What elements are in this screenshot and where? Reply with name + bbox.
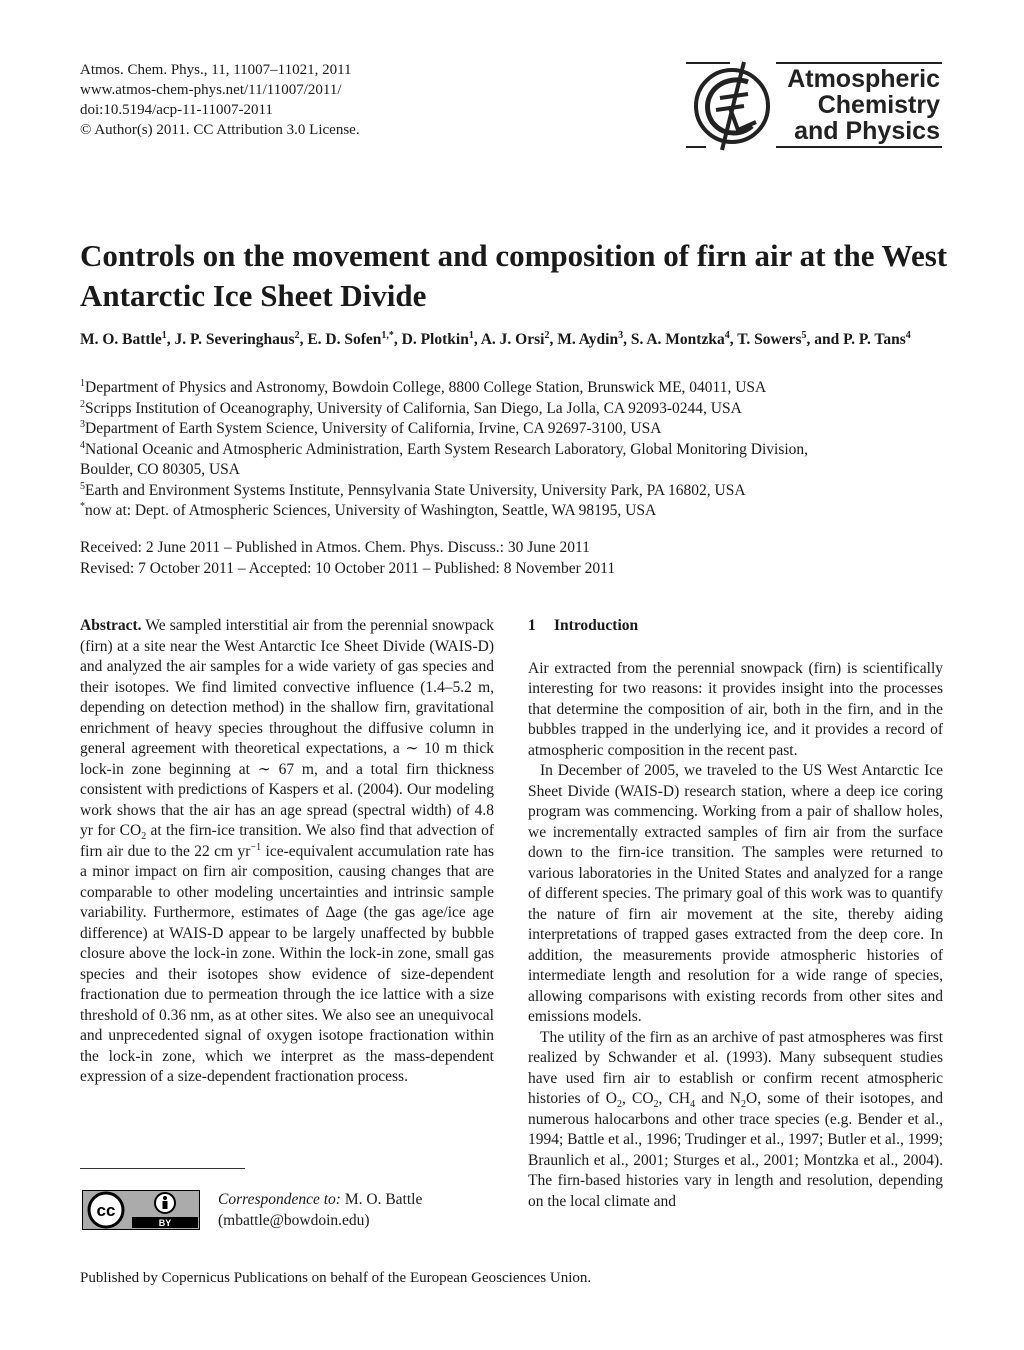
abstract-text: We sampled interstitial air from the perennial snowpack (firn) at a site near the West Antarctic Ice Sheet Divide (WAIS-D) and analyzed the air samples for a wide variety of gas species and their isotopes. We find limited convective influence (1.4–5.2 m, depending on detection method) in the shallow firn, gravitational enrichment of heavy species throughout the diffusive column in general agreement with theoretical expectations, a ∼ 10 m thick lock-in zone beginning at ∼ 67 m, and a total firn thickness consistent with predictions of Kaspers et al. (2004). Our modeling work shows that the air has an age spread (spectral width) of 4.8 yr for CO — [80, 617, 494, 839]
affiliation-text: now at: Dept. of Atmospheric Sciences, University of Washington, Seattle, WA 98195, USA — [85, 502, 657, 519]
introduction-column — [528, 616, 943, 1212]
subscript: 2 — [741, 1099, 747, 1111]
author-separator: , — [393, 331, 402, 348]
section-title: Introduction — [554, 617, 639, 634]
correspondence — [218, 1190, 518, 1231]
author-name: D. Plotkin — [401, 331, 469, 348]
paragraph-text: and N — [695, 1090, 742, 1107]
author-affiliation-mark: 4 — [724, 329, 730, 341]
author-name: M. Aydin — [557, 331, 619, 348]
revised-line: Revised: 7 October 2011 – Accepted: 10 October 2011 – Published: 8 November 2011 — [80, 559, 616, 577]
author-name: T. Sowers — [737, 331, 802, 348]
author-affiliation-mark: 2 — [294, 329, 300, 341]
paragraph-text: , CO — [621, 1090, 654, 1107]
affiliation-text: Department of Earth System Science, University of California, Irvine, CA 92697-3100, USA — [85, 420, 662, 437]
journal-name-line2: Chemistry — [817, 91, 940, 119]
by-badge-text: BY — [158, 1218, 172, 1228]
author-separator: , — [623, 331, 631, 348]
intro-paragraph-2: In December of 2005, we traveled to the US West Antarctic Ice Sheet Divide (WAIS-D) research station, where a deep ice coring program was commencing. Working from a pair of shallow holes, we incrementally extracted samples of firn air from the surface down to the firn-ice transition. The samples were returned to various laboratories in the United States and analyzed for a range of different species. The primary goal of this work was to quantify the nature of firn air movement at the site, thereby aiding interpretations of trapped gases extracted from the deep core. In addition, the measurements provide atmospheric histories of intermediate length and resolution for a wide range of species, allowing comparisons with existing records from other sites and emissions models. — [528, 762, 943, 1025]
paragraph-text: , CH — [658, 1090, 691, 1107]
affiliation — [80, 501, 960, 522]
correspondence-name: M. O. Battle — [340, 1191, 423, 1208]
author-separator: , — [166, 331, 175, 348]
author-name: S. A. Montzka — [630, 331, 725, 348]
subscript: 2 — [616, 1099, 622, 1111]
page-footer: Published by Copernicus Publications on behalf of the European Geosciences Union. — [80, 1270, 592, 1286]
author-separator: , and — [806, 331, 844, 348]
author-name: A. J. Orsi — [480, 331, 545, 348]
affiliation — [80, 481, 960, 502]
affiliation-text: Department of Physics and Astronomy, Bowdoin College, 8800 College Station, Brunswick ME, 04011, USA — [85, 379, 767, 396]
affiliation-mark: 5 — [80, 480, 85, 492]
affiliation-mark: 3 — [80, 418, 85, 430]
author-separator: , — [473, 331, 481, 348]
author-affiliation-mark: 4 — [905, 329, 911, 341]
egu-logo-icon — [686, 60, 778, 152]
affiliation — [80, 399, 960, 420]
cc-by-license-icon — [82, 1190, 200, 1230]
abstract-column — [80, 616, 494, 1088]
paragraph-text: O, some of their isotopes, and numerous halocarbons and other trace species (e.g. Bender et al., 1994; Battle et al., 1996; Trudinger et al., 1997; Butler et al., 1999; Braunlich et al., 2001; Sturges et al., 2001; Montzka et al., 2004). The firn-based histories vary in length and resolution, depending on the local climate and — [528, 1090, 944, 1210]
author-affiliation-mark: 1,* — [381, 329, 394, 341]
author-affiliation-mark: 3 — [618, 329, 624, 341]
footnote-rule — [80, 1168, 245, 1169]
author-name: P. P. Tans — [843, 331, 906, 348]
paragraph-text: The utility of the firn as an archive of past atmospheres was first realized by Schwander et al. (1993). Many subsequent studies have used firn air to establish or confirm recent atmospheric histories of O — [528, 1028, 943, 1107]
publication-dates — [80, 538, 960, 579]
affiliation-text: Earth and Environment Systems Institute, Pennsylvania State University, University Park, PA 16802, USA — [85, 481, 746, 499]
journal-name-line1: Atmospheric — [787, 65, 940, 93]
section-heading — [528, 616, 943, 637]
paper-title: Controls on the movement and composition of firn air at the West Antarctic Ice Sheet Divide — [80, 238, 948, 313]
intro-paragraph-1: Air extracted from the perennial snowpack (firn) is scientifically interesting for two reasons: it provides insight into the processes that determine the composition of air, both in the firn, and in the bubbles trapped in the underlying ice, and it provides a record of atmospheric composition in the recent past. — [528, 659, 943, 759]
author-name: M. O. Battle — [80, 331, 162, 348]
author-affiliation-mark: 1 — [161, 329, 167, 341]
author-name: J. P. Severinghaus — [174, 331, 295, 348]
subscript: 2 — [653, 1099, 659, 1111]
cc-badge-text: cc — [96, 1201, 116, 1220]
subscript: 2 — [141, 831, 147, 843]
author-affiliation-mark: 2 — [544, 329, 550, 341]
affiliation-mark: 1 — [80, 377, 85, 389]
author-separator: , — [549, 331, 558, 348]
license-line: © Author(s) 2011. CC Attribution 3.0 License. — [80, 122, 360, 138]
journal-logo — [686, 56, 942, 156]
correspondence-label: Correspondence to: — [218, 1191, 341, 1208]
author-name: E. D. Sofen — [307, 331, 382, 348]
abstract-label: Abstract. — [80, 617, 142, 634]
intro-paragraph-3 — [528, 1028, 943, 1213]
affiliation-mark: * — [80, 500, 85, 512]
received-line: Received: 2 June 2011 – Published in Atmos. Chem. Phys. Discuss.: 30 June 2011 — [80, 539, 590, 556]
citation-block — [80, 60, 360, 140]
doi-line: doi:10.5194/acp-11-11007-2011 — [80, 102, 273, 118]
author-affiliation-mark: 1 — [468, 329, 474, 341]
author-affiliation-mark: 5 — [801, 329, 807, 341]
author-separator: , — [729, 331, 738, 348]
affiliation-mark: 2 — [80, 398, 85, 410]
superscript: −1 — [250, 841, 262, 853]
affiliation-text: Boulder, CO 80305, USA — [80, 461, 240, 478]
url-line: www.atmos-chem-phys.net/11/11007/2011/ — [80, 82, 342, 98]
affiliation-list — [80, 378, 960, 522]
section-number: 1 — [528, 617, 536, 634]
abstract — [80, 616, 494, 1088]
correspondence-email[interactable]: (mbattle@bowdoin.edu) — [218, 1211, 370, 1229]
journal-name-line3: and Physics — [794, 117, 940, 145]
affiliation-text: National Oceanic and Atmospheric Administration, Earth System Research Laboratory, Global Monitoring Division, — [85, 440, 809, 458]
citation-line: Atmos. Chem. Phys., 11, 11007–11021, 2011 — [80, 62, 352, 78]
author-separator: , — [299, 331, 308, 348]
subscript: 4 — [690, 1099, 696, 1111]
abstract-text: ice-equivalent accumulation rate has a minor impact on firn air composition, causing changes that are comparable to other modeling uncertainties and intrinsic sample variability. Furthermore, estimates of Δage (the gas age/ice age difference) at WAIS-D appear to be largely unaffected by bubble closure above the lock-in zone. Within the lock-in zone, small gas species and their isotopes show evidence of size-dependent fractionation due to permeation through the ice lattice with a size threshold of 0.36 nm, as at other sites. We also see an unequivocal and unprecedented signal of oxygen isotope fractionation within the lock-in zone, which we interpret as the mass-dependent expression of a size-dependent fractionation process. — [80, 842, 494, 1085]
affiliation-mark: 4 — [80, 439, 85, 451]
affiliation-text: Scripps Institution of Oceanography, University of California, San Diego, La Jolla, CA 92093-0244, USA — [85, 399, 742, 417]
author-list — [80, 330, 960, 350]
affiliation — [80, 460, 960, 481]
affiliation — [80, 378, 960, 399]
affiliation — [80, 419, 960, 440]
abstract-text: at the firn-ice transition. We also find that advection of firn air due to the 22 cm yr — [80, 822, 494, 860]
affiliation — [80, 440, 960, 461]
